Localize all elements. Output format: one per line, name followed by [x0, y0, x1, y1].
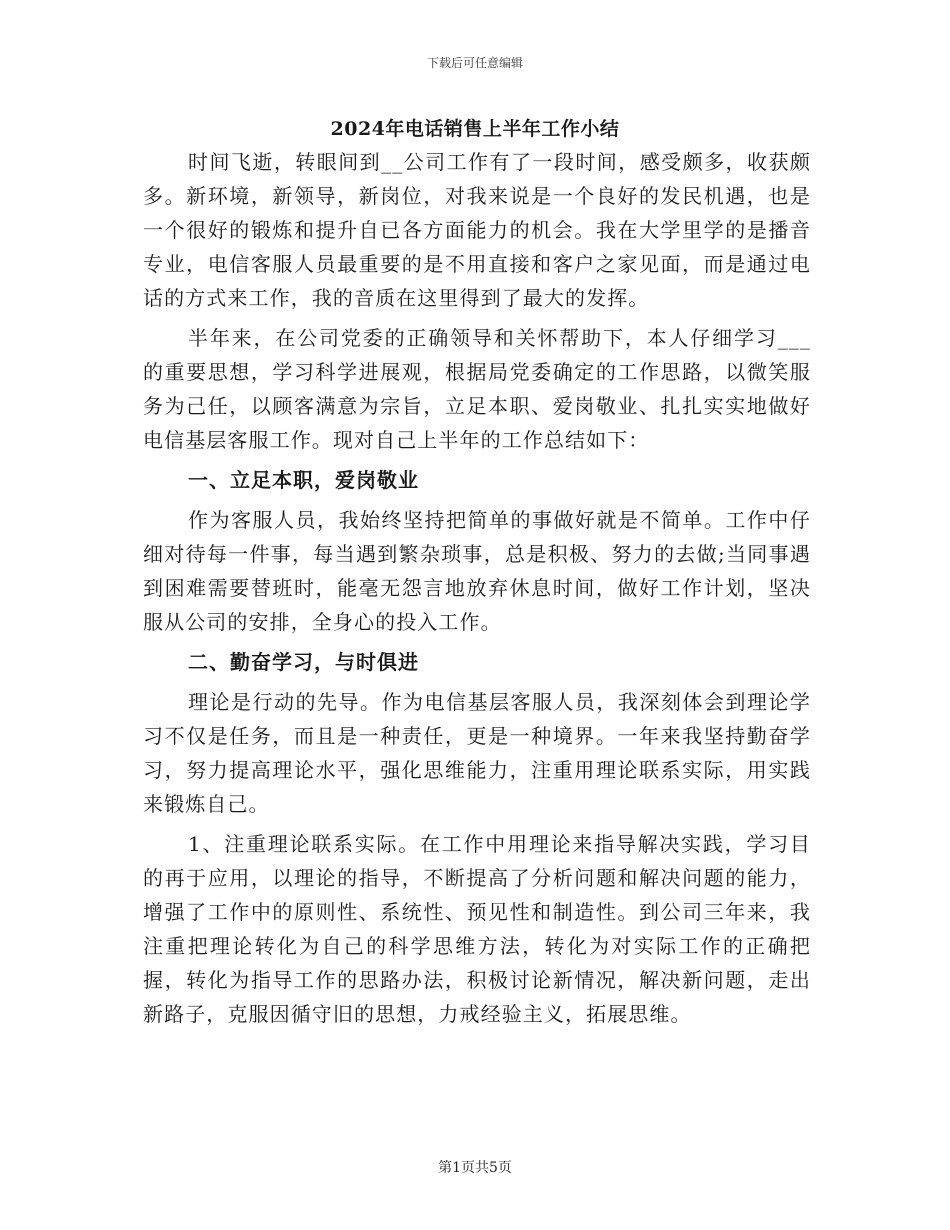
header-note: 下载后可任意编辑 — [426, 56, 523, 70]
paragraph: 半年来，在公司党委的正确领导和关怀帮助下，本人仔细学习___的重要思想，学习科学进展观，根据局党委确定的工作思路，以微笑服务为己任，以顾客满意为宗旨，立足本职、爱岗敬业、扎扎实实地做好电信基层客服工作。现对自己上半年的工作总结如下： — [143, 326, 811, 452]
page-footer: 第1页共5页 — [438, 1160, 512, 1176]
paragraph: 时间飞逝，转眼间到__公司工作有了一段时间，感受颇多，收获颇多。新环境，新领导，新岗位，对我来说是一个良好的发民机遇，也是一个很好的锻炼和提升自已各方面能力的机会。我在大学里学的是播音专业，电信客服人员最重要的是不用直接和客户之家见面，而是通过电话的方式来工作，我的音质在这里得到了最大的发挥。 — [143, 150, 811, 310]
document-body — [143, 145, 811, 1037]
paragraph: 理论是行动的先导。作为电信基层客服人员，我深刻体会到理论学习不仅是任务，而且是一种责任，更是一种境界。一年来我坚持勤奋学习，努力提高理论水平，强化思维能力，注重用理论联系实际，用实践来锻炼自己。 — [143, 690, 811, 816]
section-heading: 二、勤奋学习，与时俱进 — [188, 650, 419, 674]
section-heading: 一、立足本职，爱岗敬业 — [188, 468, 419, 492]
paragraph: 1、注重理论联系实际。在工作中用理论来指导解决实践，学习目的再于应用，以理论的指导，不断提高了分析问题和解决问题的能力，增强了工作中的原则性、系统性、预见性和制造性。到公司三年来，我注重把理论转化为自己的科学思维方法，转化为对实际工作的正确把握，转化为指导工作的思路办法，积极讨论新情况，解决新问题，走出新路子，克服因循守旧的思想，力戒经验主义，拓展思维。 — [143, 832, 811, 1026]
paragraph: 作为客服人员，我始终坚持把简单的事做好就是不简单。工作中仔细对待每一件事，每当遇到繁杂琐事，总是积极、努力的去做;当同事遇到困难需要替班时，能毫无怨言地放弃休息时间，做好工作计划，坚决服从公司的安排，全身心的投入工作。 — [143, 508, 811, 634]
document-title: 2024年电话销售上半年工作小结 — [330, 118, 620, 140]
